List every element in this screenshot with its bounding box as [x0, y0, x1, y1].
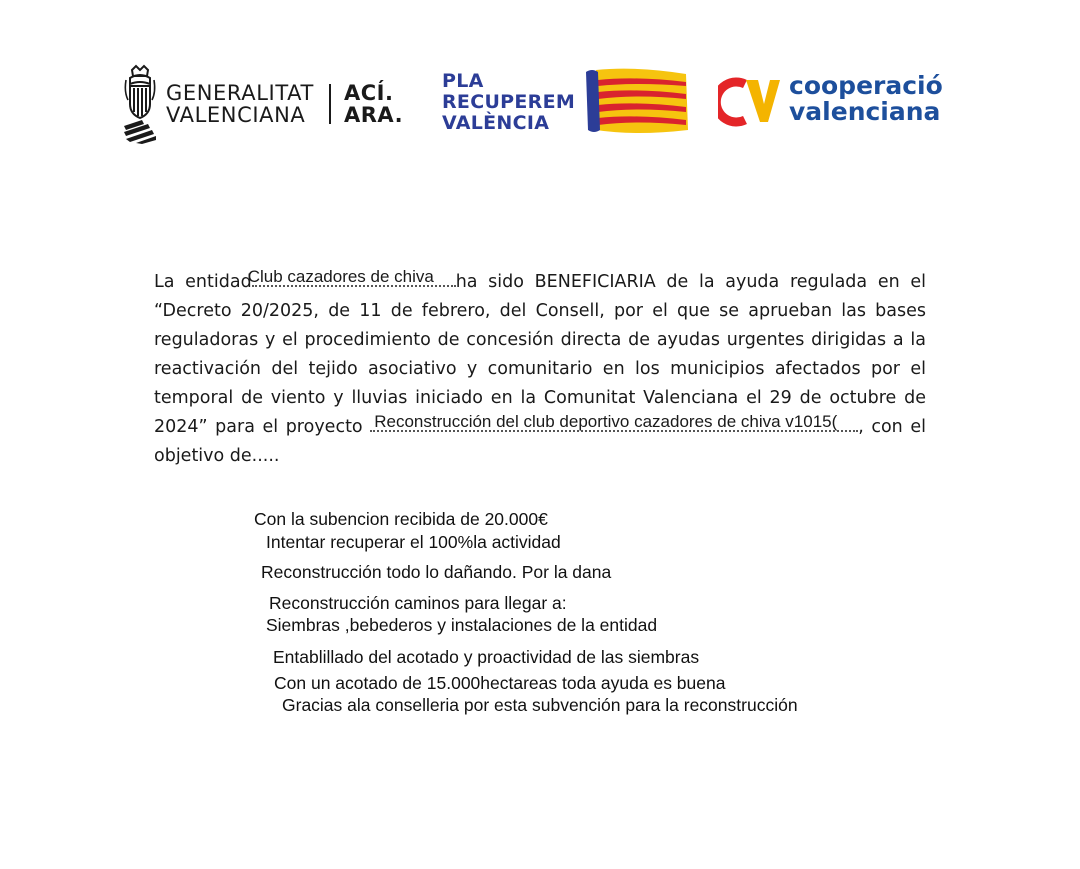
generalitat-valenciana-logo [122, 64, 422, 144]
objective-line: Entablillado del acotado y proactividad de las siembras [273, 647, 700, 667]
objective-line: Reconstrucción caminos para llegar a: [269, 593, 567, 613]
ara-text: ARA. [344, 103, 404, 127]
intro-text: La entidad [154, 272, 252, 292]
cooperacio-text: cooperació [789, 71, 943, 100]
cv-mark-icon [718, 76, 780, 128]
cooperacio-valenciana-logo [718, 70, 968, 130]
objective-line: Siembras ,bebederos y instalaciones de la entidad [266, 615, 658, 635]
recuperem-text: RECUPEREM [442, 91, 576, 113]
logo-divider [329, 84, 331, 124]
senyera-flag-icon [586, 68, 690, 134]
objective-line: Con un acotado de 15.000hectareas toda ayuda es buena [274, 673, 726, 693]
generalitat-text: GENERALITAT [166, 81, 314, 105]
coat-of-arms-icon [122, 64, 158, 144]
entity-name-value: Club cazadores de chiva [247, 267, 434, 286]
valenciana-text: VALENCIANA [166, 103, 306, 127]
project-name-value: Reconstrucción del club deportivo cazadores de chiva v1015( [374, 412, 838, 431]
objective-line: Intentar recuperar el 100%la actividad [266, 532, 561, 552]
aci-text: ACÍ. [344, 81, 394, 105]
valencia-text: VALÈNCIA [442, 112, 550, 134]
valenciana-text: valenciana [789, 97, 941, 126]
pla-text: PLA [442, 70, 484, 92]
objective-line: Con la subencion recibida de 20.000€ [254, 509, 548, 529]
entity-name-field[interactable] [247, 267, 456, 287]
beneficiary-paragraph [154, 268, 926, 471]
pla-recuperem-valencia-logo [440, 68, 692, 138]
objective-intro-text: , con el objetivo de..... [154, 417, 926, 466]
decree-text: ha sido BENEFICIARIA de la ayuda regulada en el “Decreto 20/2025, de 11 de febrero, del Consell, por el que se aprueban las bases reguladoras y el procedimiento de concesión directa de ayudas urgentes dirigidas a la reactivación del tejido asociativo y comunitario en los municipios afectados por el temporal de viento y lluvias iniciado en la Comunitat Valenciana el 29 de octubre de 2024” para el proyecto [154, 272, 926, 437]
project-name-field[interactable] [370, 412, 858, 432]
objective-line: Reconstrucción todo lo dañando. Por la dana [261, 562, 612, 582]
objective-line: Gracias ala conselleria por esta subvención para la reconstrucción [282, 695, 798, 715]
